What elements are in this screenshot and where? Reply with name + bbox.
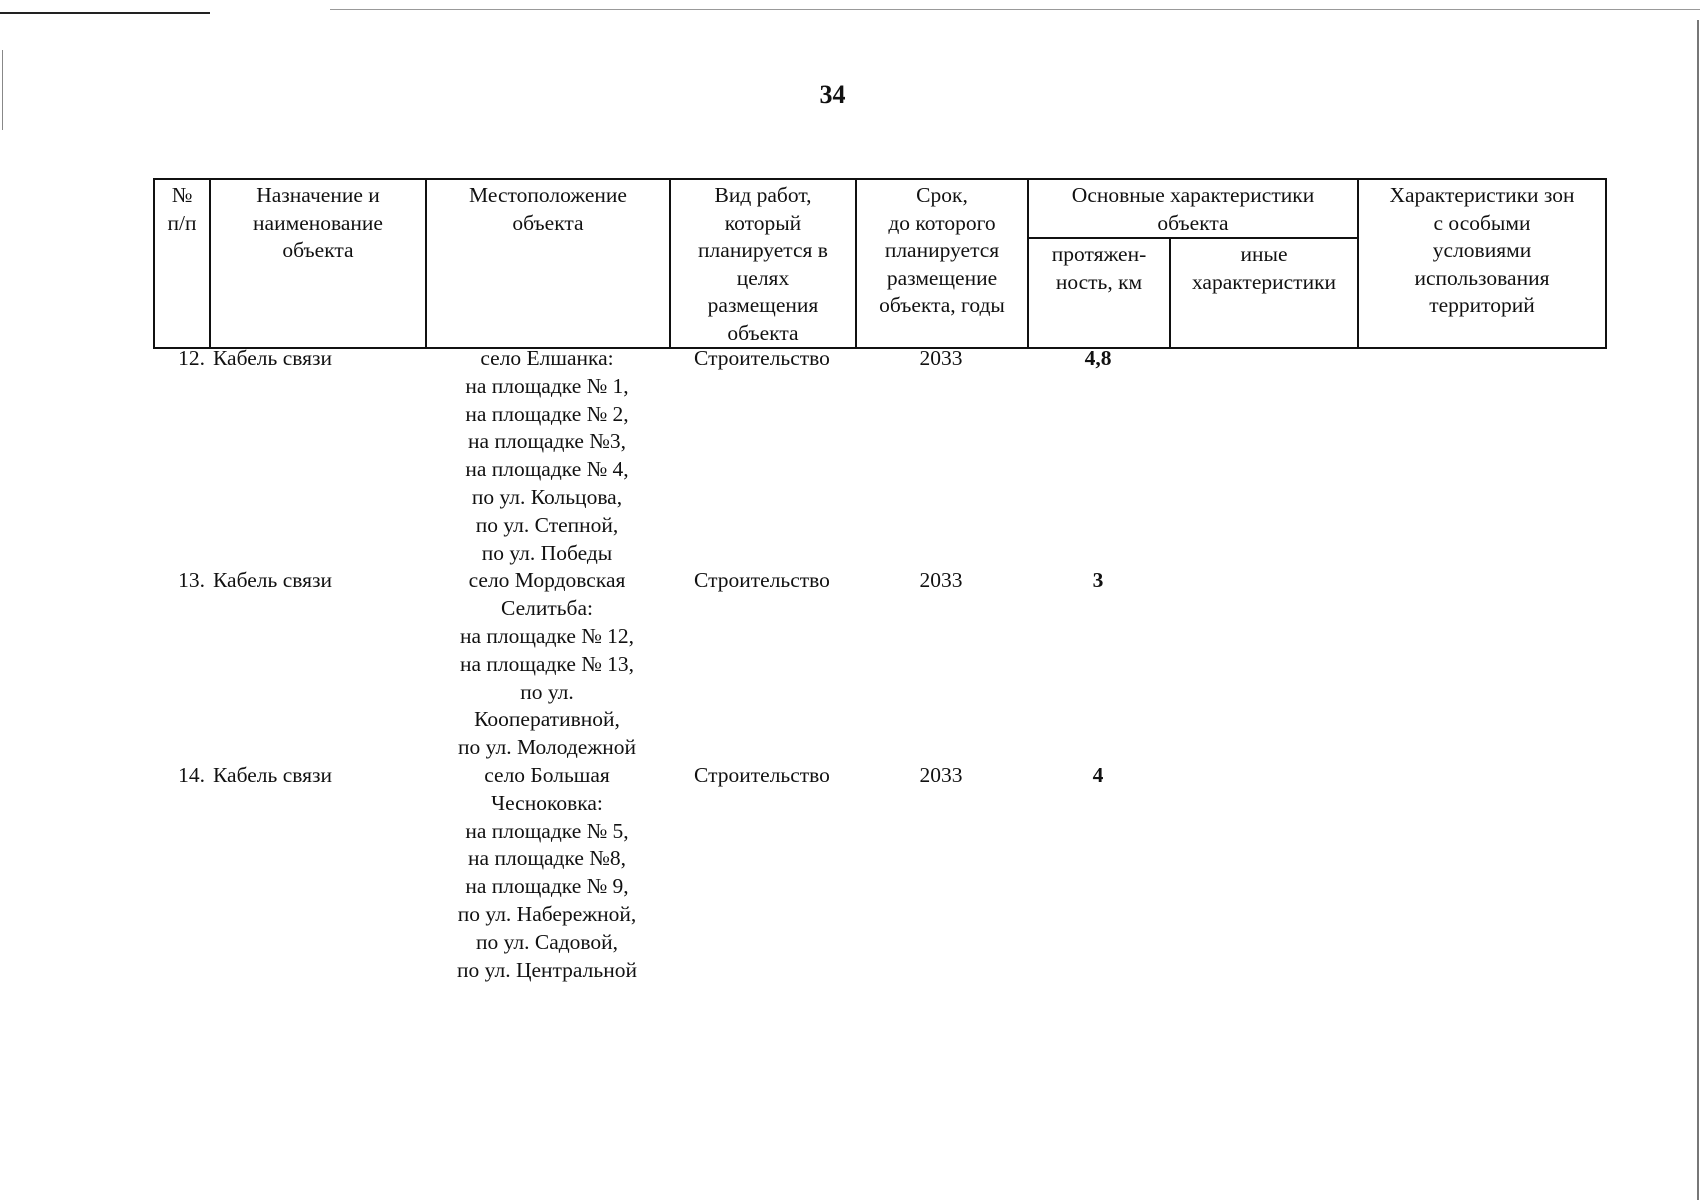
header-main-characteristics: Основные характеристики объекта [1028, 179, 1358, 238]
row-zones [1357, 567, 1605, 762]
row-year: 2033 [919, 762, 963, 787]
table-body [153, 345, 1605, 984]
row-zones [1357, 345, 1605, 567]
header-deadline: Срок, до которого планируется размещение объекта, годы [856, 179, 1028, 348]
header-length: протяжен- ность, км [1028, 238, 1170, 348]
table-row [153, 345, 1605, 567]
row-year: 2033 [919, 568, 963, 593]
scan-edge-right-line [1697, 20, 1699, 1200]
header-work-type: Вид работ, который планируется в целях размещения объекта [670, 179, 856, 348]
table-header [153, 178, 1607, 349]
table-row [153, 567, 1605, 762]
row-work-type: Строительство [694, 762, 830, 787]
row-length: 3 [1092, 568, 1104, 593]
scan-edge-top-line [0, 12, 210, 14]
header-num: № п/п [154, 179, 210, 348]
header-other-characteristics: иные характеристики [1170, 238, 1358, 348]
row-zones [1357, 762, 1605, 984]
row-other [1169, 762, 1357, 984]
row-work-type: Строительство [694, 568, 830, 593]
header-location: Местоположение объекта [426, 179, 670, 348]
row-name: Кабель связи [213, 568, 333, 593]
row-num: 13. [178, 568, 205, 593]
scan-edge-top-line-faint [330, 9, 1700, 10]
row-work-type: Строительство [694, 346, 830, 370]
row-num: 14. [178, 762, 205, 787]
row-year: 2033 [919, 346, 963, 370]
header-name: Назначение и наименование объекта [210, 179, 426, 348]
row-location: село Большая Чесноковка: на площадке № 5, на площадке №8, на площадке № 9, по ул. Набережной, по ул. Садовой, по ул. Центральной [457, 762, 637, 982]
table-row [153, 762, 1605, 984]
row-length: 4,8 [1084, 346, 1112, 370]
row-num: 12. [178, 346, 205, 370]
row-other [1169, 567, 1357, 762]
row-location: село Елшанка: на площадке № 1, на площадке № 2, на площадке №3, на площадке № 4, по ул. Кольцова, по ул. Степной, по ул. Победы [465, 346, 629, 565]
row-length: 4 [1092, 762, 1104, 787]
row-name: Кабель связи [213, 762, 333, 787]
page-number: 34 [819, 80, 846, 109]
row-other [1169, 345, 1357, 567]
header-zones: Характеристики зон с особыми условиями использования территорий [1358, 179, 1606, 348]
row-name: Кабель связи [213, 346, 333, 370]
row-location: село Мордовская Селитьба: на площадке № 12, на площадке № 13, по ул. Кооперативной, по ул. Молодежной [458, 568, 636, 760]
